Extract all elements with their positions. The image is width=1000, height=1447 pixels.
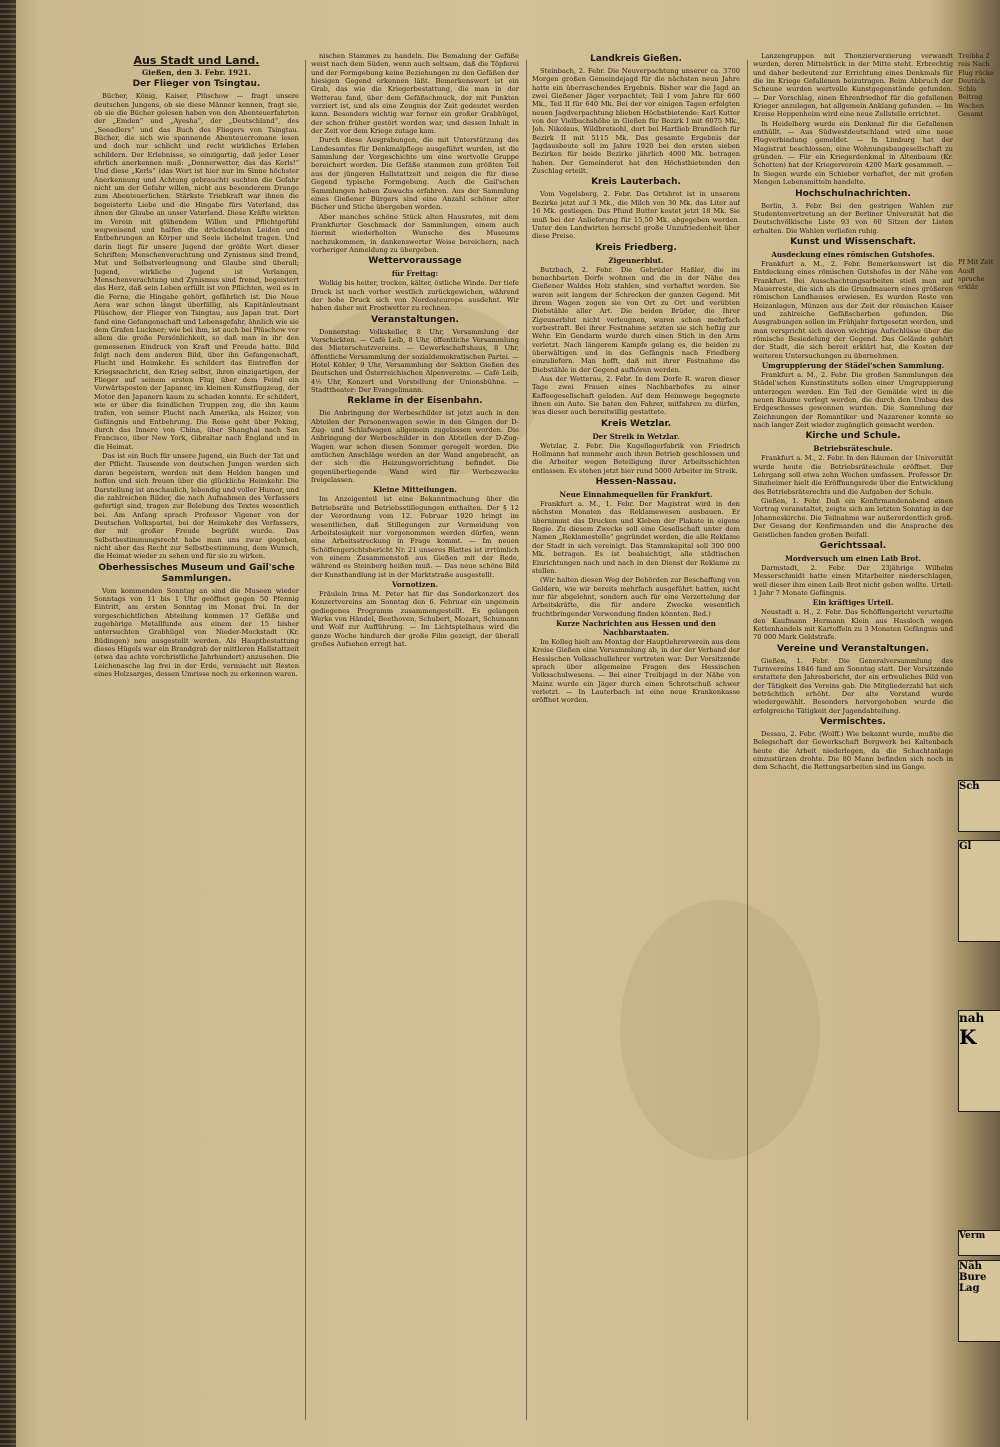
ad-fragment bbox=[958, 1230, 1000, 1256]
article-text: Das ist ein Buch für unsere Jugend, ein Buch der Tat und der Pflicht. Tausende von deutschen Jungen werden sich daran begeistern, werden mit dem Helden bangen und hoffen und sich freuen über die glückliche Heimkehr. Die Darstellung ist anschaulich, lebendig und voller Humor, und die zahlreichen Bilder, die nach Aufnahmen des Verfassers gefertigt sind, tragen zur Belebung des Textes wesentlich bei. Am Anfang sprach Professor Vigener von der Deutschen Volkspartei, bei der Heimkehr des Verfassers, der mit großer Freude begrüßt wurde. Das Selbstbestimmungsrecht habe man uns zwar gegeben, nicht aber das Recht zur Selbstbestimmung, dem Wunsch, die Heimat wieder zu sehen und für sie zu wirken. bbox=[94, 452, 299, 561]
ad-text: nah bbox=[959, 1011, 985, 1025]
article-text: Vom Vogelsberg, 2. Febr. Das Ortsbrot ist in unserem Bezirke jetzt auf 3 Mk., die Milch von 30 Mk. das Liter auf 16 Mk. gestiegen. Das Pfund Butter kostet jetzt 18 Mk. Sie muß bei der Anlieferung für 15,50 Mk. abgegeben werden. Unter den Landwirten herrscht große Unzufriedenheit über diese Preise. bbox=[532, 190, 740, 241]
article-title: Oberhessisches Museum und Gail'sche Sammlungen. bbox=[98, 562, 295, 584]
article-text: Neustadt a. H., 2. Febr. Das Schöffengericht verurteilte den Kaufmann Hermann Klein aus Hassloch wegen Kettenhandels mit Kartoffeln zu 3 Monaten Gefängnis und 70 000 Mark Geldstrafe. bbox=[753, 608, 953, 642]
article-text: Fräulein Irma M. Peter hat für das Sonderkonzert des Konzertvereins am Sonntag den 6. Februar ein ungemein gediegenes Programm zusammengestellt. Es gelangen Werke von Händel, Beethoven, Schubert, Mozart, Schumann und Wolf zur Aufführung. — Im Lichtspielhaus wird die ganze Woche hindurch der große Film gezeigt, der überall großes Aufsehen erregt hat. bbox=[311, 589, 519, 648]
ad-fragment bbox=[958, 1260, 1000, 1342]
article-title: Der Flieger von Tsingtau. bbox=[132, 79, 261, 90]
strip-text: Treibha 2 reis Nach Flug rücke Deutsch Schla Beitrag Wochen Gesamt bbox=[958, 52, 994, 119]
article-text: Lanzengruppen mit Thonzierverzierung verwandt wurden, deren Mittelstück in der Mitte steht. Erbrechtig und daher bedeutend zur Errichtung eines Denkmals für die im Kriege Gefallenen beizutragen. Beim Abbruch der Scheune wurden wertvolle Kunstgegenstände gefunden. — Der Vorschlag, einen Ehrenfriedhof für die gefallenen Krieger anzulegen, hat allgemein Anklang gefunden. — Im Kreise Heppenheim wird eine neue Zollstelle errichtet. bbox=[753, 52, 953, 119]
ad-text: Gl bbox=[959, 841, 972, 852]
section-heading: Kirche und Schule. bbox=[805, 431, 901, 442]
section-heading: Vereine und Veranstaltungen. bbox=[776, 643, 930, 654]
section-heading: Vermischtes. bbox=[820, 717, 886, 727]
article-text: Frankfurt a. M., 1. Febr. Der Magistrat wird in den nächsten Monaten das Reklamewesen ausbauen. Er übernimmt das Drucken und Kleben der Plakate in eigene Regie. Zu diesem Zwecke soll eine Gesellschaft unter dem Namen „Reklamestelle“ gegründet werden, die alle Reklame der Stadt in sich vereinigt. Das Stammkapital soll 300 000 Mk. betragen. Es ist beabsichtigt, alle städtischen Einrichtungen nach und nach in den Dienst der Reklame zu stellen. bbox=[532, 500, 740, 575]
newspaper-page bbox=[14, 52, 953, 1424]
article-text: Frankfurt a. M., 2. Febr. In den Räumen der Universität wurde heute die Betriebsräteschule eröffnet. Der Lehrgang soll etwa zehn Wochen umfassen. Professor Dr. Sinzheimer hielt die Eröffnungsrede über die Entwicklung des Betriebsräterechts und die Aufgaben der Schule. bbox=[753, 454, 953, 496]
strip-text: Pf Mit Zeit Ausfl spruche erklär bbox=[958, 258, 994, 292]
article-subtitle: Kurze Nachrichten aus Hessen und den Nachbarstaaten. bbox=[556, 618, 716, 637]
article-text: Durch diese Ausgrabungen, die mit Unterstützung des Landesamtes für Denkmalpflege ausgeführt wurden, ist die Sammlung der Vorgeschichte um eine wertvolle Gruppe bereichert worden. Die Gefäße stammen zum größten Teil aus der jüngeren Hallstattzeit und zeigen die für diese Gegend typische Formgebung. Auch die Gail'schen Sammlungen haben Zuwachs erfahren. Aus der Sammlung eines Gießener Bürgers sind eine Anzahl schöner alter Bücher und Stiche übergeben worden. bbox=[311, 136, 519, 212]
article-subtitle: Zigeunerblut. bbox=[608, 255, 664, 265]
article-text: Berlin, 3. Febr. Bei den gestrigen Wahlen zur Studentenvertretung an der Berliner Universität hat die Deutschvölkische Liste 93 von 60 Sitzen der Listen erhalten. Die Wahlen verliefen ruhig. bbox=[753, 201, 953, 235]
weather-title: Wettervoraussage bbox=[368, 256, 462, 267]
column-rule bbox=[305, 60, 306, 1420]
ad-fragment bbox=[958, 1010, 1000, 1112]
ad-fragment bbox=[958, 840, 1000, 942]
article-text: (Wir halten diesen Weg der Behörden zur Beschaffung von Geldern, wie wir bereits mehrfach ausgeführt hatten, nicht nur für abgelehnt, sondern auch für eine Verzettelung der Arbeitskräfte, die für andere Zwecke wesentlich fruchtbringender Verwendung finden könnten. Red.) bbox=[532, 576, 740, 618]
article-text: In Heidelberg wurde ein Denkmal für die Gefallenen enthüllt. — Aus Südwestdeutschland wird eine neue Flugverbindung gemeldet. — In Limburg hat der Magistrat beschlossen, eine Wohnungsbaugesellschaft zu gründen. — Für ein Kriegerdenkmal in Altenbaum (Kr. Schotten) hat der Kriegerverein 4200 Mark gesammelt. — In Siegen wurde ein Schieber verhaftet, der mit großen Mengen Lebensmitteln handelte. bbox=[753, 119, 953, 187]
article-text: Dessau, 2. Febr. (Wolff.) Wie bekannt wurde, mußte die Belegschaft der Gewerkschaft Bergwerk bei Kaltenbach heute die Arbeit niederlegen, da die Schachtanlage einzustürzen drohte. Die 80 Mann befinden sich noch in dem Schacht, die Rettungsarbeiten sind im Gange. bbox=[753, 730, 953, 772]
section-heading: Hochschulnachrichten. bbox=[795, 188, 911, 199]
article-subtitle: Ein kräftiges Urteil. bbox=[812, 598, 894, 608]
region-title: Kreis Wetzlar. bbox=[600, 418, 672, 429]
article-title: Reklame in der Eisenbahn. bbox=[347, 396, 483, 407]
article-text: Vom kommenden Sonntag an sind die Museen wieder Sonntags von 11 bis 1 Uhr geöffnet gegen 50 Pfennig Eintritt, am ersten Sonntag im Monat frei. In der vorgeschichtlichen Abteilung kommen 17 Gefäße und zugehörige Metallfunde aus einem der 15 bisher untersuchten Grabhügel von Nieder-Mockstadt (Kr. Büdingen) neu ausgestellt werden. Als Hauptbestattung dieses Hügels war ein Brandgrab der mittleren Hallstattzeit (etwa das achte vorchristliche Jahrhundert) anzusehen. Die Leichenasche lag frei in der Erde, vermischt mit Resten eines Holzsarges, dessen Umrisse noch zu erkennen waren. bbox=[94, 586, 299, 679]
article-text: Wetzlar, 2. Febr. Die Kugellagerfabrik von Friedrich Hollmann hat nunmehr auch ihren Betrieb geschlossen und die Arbeiter wegen Beteiligung ihrer Arbeitsschichten entlassen. Es stehen jetzt hier rund 5000 Arbeiter im Streik. bbox=[532, 441, 740, 475]
article-text: Steinbach, 2. Febr. Die Neuverpachtung unserer ca. 3700 Morgen großen Gemeindejagd für die nächsten neun Jahre hatte ein überraschendes Ergebnis. Bisher war die Jagd an zwei Gießener Jäger verpachtet; Teil I vom Jahre für 660 Mk., Teil II für 640 Mk. Bei der vor einigen Tagen erfolgten neuen Jagdverpachtung blieben Höchstbietende: Karl Kutter von der Vielbachshöhe in Gießen für Bezirk I mit 6075 Mk., Joh. Nikolaus, Wildbretsohl, dort bei Hartlieb Brandlech für Bezirk II mit 5115 Mk. Das gesamte Ergebnis der Jagdausbeute soll im Jahre 1920 bei den ersten sieben Bezirken für beide Bezirke jährlich 4000 Mk. betragen haben. Der Gemeinderat hat den Höchstbietenden den Zuschlag erteilt. bbox=[532, 67, 740, 176]
adjacent-page-strip bbox=[958, 52, 1000, 1424]
article-subtitle: Mordversuch um einen Laib Brot. bbox=[784, 553, 922, 563]
column-4 bbox=[753, 52, 953, 1424]
article-text: Gießen, 1. Febr. Die Generalversammlung des Turnvereins 1846 fand am Sonntag statt. Der Vorsitzende erstattete den Jahresbericht, der ein erfreuliches Bild von der Tätigkeit des Vereins gab. Die Mitgliederzahl hat sich beträchtlich erhöht. Der alte Vorstand wurde wiedergewählt. Besonders hervorgehoben wurde die erfolgreiche Tätigkeit der Jugendabteilung. bbox=[753, 656, 953, 715]
region-title: Landkreis Gießen. bbox=[590, 54, 682, 64]
dateline: Gießen, den 3. Febr. 1921. bbox=[142, 68, 251, 77]
article-subtitle: Neue Einnahmequellen für Frankfurt. bbox=[559, 490, 713, 500]
column-3 bbox=[532, 52, 740, 1424]
ad-text: K bbox=[959, 1025, 977, 1049]
article-subtitle: Vornotizen. bbox=[392, 579, 438, 589]
weather-subtitle: für Freitag: bbox=[391, 269, 439, 279]
region-title: Hessen-Nassau. bbox=[595, 477, 677, 488]
weather-text: Wolkig bis heiter, trocken, kälter, östliche Winde. Der tiefe Druck ist nach vorher westlich zurückgewichen, während der hohe Druck sich von Nordosteuropa ausdehnt. Wir haben daher mit Frostwetter zu rechnen. bbox=[311, 279, 519, 313]
article-text: Aus der Wetterau, 2. Febr. In dem Dorfe R. waren dieser Tage zwei Frauen eines Nachbarhofes zu einer Kaffeegesellschaft geladen. Auf dem Heimwege begegnete ihnen ein Auto. Sie baten den Fahrer, mitfahren zu dürfen, was dieser auch bereitwillig gestattete. bbox=[532, 375, 740, 417]
ad-fragment bbox=[958, 780, 1000, 832]
events-text: Donnerstag: Volkskeller, 8 Uhr, Versammlung der Verschickten. — Café Leib, 8 Uhr, öffentliche Versammlung des Mieterschutzvereins. — Gewerkschaftshaus, 8 Uhr, öffentliche Versammlung der sozialdemokratischen Partei. — Hotel Köhler, 9 Uhr, Versammlung der Sektion Gießen des Deutschen und Österreichischen Alpenvereins. — Café Leib, 4½ Uhr, Konzert und Vorstellung der Unionsbühne. — Stadttheater: Der Evangelimann. bbox=[311, 327, 519, 395]
column-rule bbox=[526, 60, 527, 1420]
article-subtitle: Der Streik in Wetzlar. bbox=[592, 431, 680, 441]
article-text: Im Anzeigenteil ist eine Bekanntmachung über die Betriebsräte und Betriebsstillegungen enthalten. Der § 12 der Verordnung vom 12. Februar 1920 bringt im wesentlichen, daß Stillegungen zur Vermeidung von Arbeitslosigkeit nur vorgenommen werden dürfen, wenn eine Arbeitsstreckung in Frage kommt. — Im neuen Schöffengerichtsbericht Nr. 21 unseres Blattes ist irrtümlich von einem Zusammenstoß aus Gießen mit der Rede, während es Steinberg heißen muß. — Das neue schöne Bild der Kunsthandlung ist in der Marktstraße ausgestellt. bbox=[311, 495, 519, 579]
column-2 bbox=[311, 52, 519, 1424]
region-title: Kreis Lauterbach. bbox=[591, 177, 681, 188]
article-subtitle: Ausdeckung eines römischen Gutshofes. bbox=[771, 249, 935, 259]
article-subtitle: Umgruppierung der Städel'schen Sammlung. bbox=[761, 361, 945, 370]
article-text: Die Anbringung der Werbeschilder ist jetzt auch in den Abteilen der Personenwagen sowie in den Gängen der D-Zug- und Schlafwagen allgemein zugelassen worden. Die Anbringung der Werbeschilder in den Abteilen der D-Zug-Wagen war schon diesen Sommer geregelt worden. Die amtlichen Anschläge werden an der Wand angebracht, an der sich die Heizungsvorrichtung befindet. Die gegenüberliegende Wand wird für Werbezwecke freigelassen. bbox=[311, 409, 519, 485]
article-text: Butzbach, 2. Febr. Die Gebrüder Haßler, die im benachbarten Dorfe wohnen und die in der Nähe des Gießener Waldes Holz stahlen, sind verhaftet worden. Sie waren seit langem der Schrecken der ganzen Gegend. Mit ihrem Wagen zogen sie von Ort zu Ort und verübten Diebstähle aller Art. Die beiden Brüder, die Ihrer Zigeunerblut nicht verleugnen, waren schon mehrfach vorbestraft. Bei ihrer Festnahme setzten sie sich heftig zur Wehr. Ein Gendarm wurde durch einen Stich in den Arm verletzt. Nach längerem Kampfe gelang es, die beiden zu überwältigen und in das Gefängnis nach Friedberg einzuliefern. Man hofft, daß mit ihrer Festnahme die Diebstähle in der Gegend aufhören werden. bbox=[532, 265, 740, 374]
ad-text: Sch bbox=[959, 781, 980, 792]
article-text: Bücher, König, Kaiser, Plüschow — fragt unsere deutschen Jungens, ob sie diese Männer kennen, fragt sie, ob sie die Bücher gelesen haben von den Abenteuerfahrten der „Emden“ und „Ayesha“, der „Deutschland“, des „Seeadlers“ und das Buch des Fliegers von Tsingtau. Bücher, die sich wie spannende Abenteuerromane lesen und doch nur schlicht und recht wirkliches Erleben schildern. Der Erlebnisse, so einzigartig, daß jeder Leser ehrlich anerkennen muß: „Donnerwetter, das das Kerls!“ Und diese „Kerls“ (das Wort ist hier nur im Sinne höchster Anerkennung und Achtung gebraucht) suchten die Gefahr nicht um der Gefahr willen, nicht aus besonderem Drange zum Abenteuerlichen. Stärkste Triebkraft war ihnen die begeisterte Liebe und die Hingabe fürs Vaterland, das ihnen der Glaube an unser Vaterland. Diese Kräfte wirkten im Verein mit glühendem Willen und Pflichtgefühl wegweisend und halfen die drückendsten Leiden und Entbehrungen an Körper und Seele lächelnd tragen. Und darin liegt für unsere Jugend der größte Wert dieser Schriften; Menschenverachtung und Zynismus sind fremd, Mut und Selbstverleugnung und Glaube sind überall; Jugend, wirkliche Jugend ist Verlangen, Menschenverachtung und Zynismus sind fremd, begeistert das Herz, daß sein Leben erfüllt ist von Pflichten, weil es in die Ferne, die Hingabe gehört, gefährlich ist. Die Neue Aera war schon längst überfällig, als Kapitänleutnant Plüschow, der Flieger von Tsingtau, aus Japan trat. Dort fand eine Gefangenschaft und Lebensgefahr, ähnlich wie sie dem Grafen Luckner; wie bei ihm, ist auch bei Plüschow vor allem die große Persönlichkeit, so daß man in ihr den gemessenen Eindruck von Kraft und Freude hatte. Bild folgt nach dem anderen Bild, über ihn Gefangenschaft, Flucht und Heimkehr. Es schildert das Eintreffen der Kriegsnachricht, den Krieg selbst, ihren einzigartigen, der Flieger auf seinem ersten Flug über dem Feind ein Vorwärtsposten der Japaner, im kleinen Kunstflugzeug, der Motor den Japanern kaum zu schaden konnte. Er schildert, wie er über die feindlichen Truppen zog, die ihn kaum trafen, von seiner Flucht nach Amerika, als Heizer, von Gefängnis und Entbehrung. Die Reise geht über Peking, durch das Innere von China, über Shanghai nach San Francisco, über New York, Gibraltar nach England und in die Heimat. bbox=[94, 92, 299, 451]
section-heading: Gerichtssaal. bbox=[819, 540, 887, 551]
section-title: Aus Stadt und Land. bbox=[133, 54, 260, 67]
events-title: Veranstaltungen. bbox=[371, 314, 459, 325]
column-1 bbox=[94, 52, 299, 1424]
article-subtitle: Kleine Mitteilungen. bbox=[373, 485, 457, 495]
ad-text: Verm bbox=[959, 1231, 986, 1241]
ad-text: Näh Bure Lag bbox=[959, 1261, 987, 1294]
article-text: Gießen, 1. Febr. Daß ein Konfirmandenabend einen Vortrag veranstaltet, zeigte sich am letzten Sonntag in der Johanneskirche. Die Teilnahme war außerordentlich groß. Der Gesang der Konfirmanden und die Ansprache des Geistlichen fanden großen Beifall. bbox=[753, 497, 953, 539]
article-text: Im Kolleg hielt am Montag der Hauptlehrerverein aus dem Kreise Gießen eine Versammlung ab, in der der Verband der Hessischen Volksschullehrer vertreten war. Der Vorsitzende sprach über allgemeine Fragen des Hessischen Volksschulwesens. — Bei einer Treibjagd in der Nähe von Mainz wurde ein Jäger durch einen Schrotschuß schwer verletzt. — In Lauterbach ist eine neue Krankenkasse eröffnet worden. bbox=[532, 637, 740, 705]
article-text: Darmstadt, 2. Febr. Der 23jährige Wilhelm Messerschmidt hatte einen Mitarbeiter niederschlagen, weil dieser ihm einen Laib Brot nicht geben wollte. Urteil: 1 Jahr 7 Monate Gefängnis. bbox=[753, 563, 953, 597]
article-text: Frankfurt a. M., 2. Febr. Die großen Sammlungen des Städel'schen Kunstinstituts sollen einer Umgruppierung unterzogen werden. Ein Teil der Gemälde wird in die neuen Räume verlegt werden, die durch den Umbau des Erdgeschosses gewonnen wurden. Die Sammlung der Zeichnungen der Romantiker und Nazarener konnte so nach langer Zeit wieder zugänglich gemacht werden. bbox=[753, 371, 953, 430]
region-title: Kreis Friedberg. bbox=[595, 242, 677, 253]
article-text: Frankfurt a. M., 2. Febr. Bemerkenswert ist die Entdeckung eines römischen Gutshofes in der Nähe von Frankfurt. Bei Ausschachtungsarbeiten stieß man auf Mauerreste, die sich als die Grundmauern eines größeren römischen Landhauses erwiesen. Es wurden Reste von Heizanlagen, Münzen aus der Zeit der römischen Kaiser und zahlreiche Gefäßscherben gefunden. Die Ausgrabungen sollen im Frühjahr fortgesetzt werden, und man verspricht sich davon wichtige Aufschlüsse über die römische Besiedelung der Gegend. Das Gelände gehört der Stadt, die sich bereit erklärt hat, die Kosten der weiteren Untersuchungen zu übernehmen. bbox=[753, 259, 953, 360]
section-heading: Kunst und Wissenschaft. bbox=[790, 236, 916, 247]
article-text: nischen Stammes zu handeln. Die Bemalung der Gefäße weist nach dem Süden, wenn auch seltsam, daß die Töpferei und der Formgebung keine Beziehungen zu den Gefäßen der hiesigen Gegend erkennen läßt. Bemerkenswert ist ein Grab, das wie die Kriegerbestattung, die man in der Wetterau fand, über dem Gefäßschmuck, der mit Punkten verziert ist, und als eine Zeugnis der Zeit gedeutet werden kann. Besonders wichtig war ferner ein großer Grabhügel, der schon früher gestört worden war, und dessen Inhalt in der Zeit vor dem Kriege zutage kam. bbox=[311, 52, 519, 136]
article-text: Aber manches schöne Stück alten Hausrates, mit dem Frankfurter Geschmack der Sammlungen, einem auch hiermit wiederholten Wunsche des Museums nachzukommen, in dankenswerter Weise bereichern, nach vorheriger Anmeldung zu übergeben. bbox=[311, 212, 519, 254]
article-subtitle: Betriebsräteschule. bbox=[813, 444, 893, 454]
column-rule bbox=[747, 60, 748, 1420]
